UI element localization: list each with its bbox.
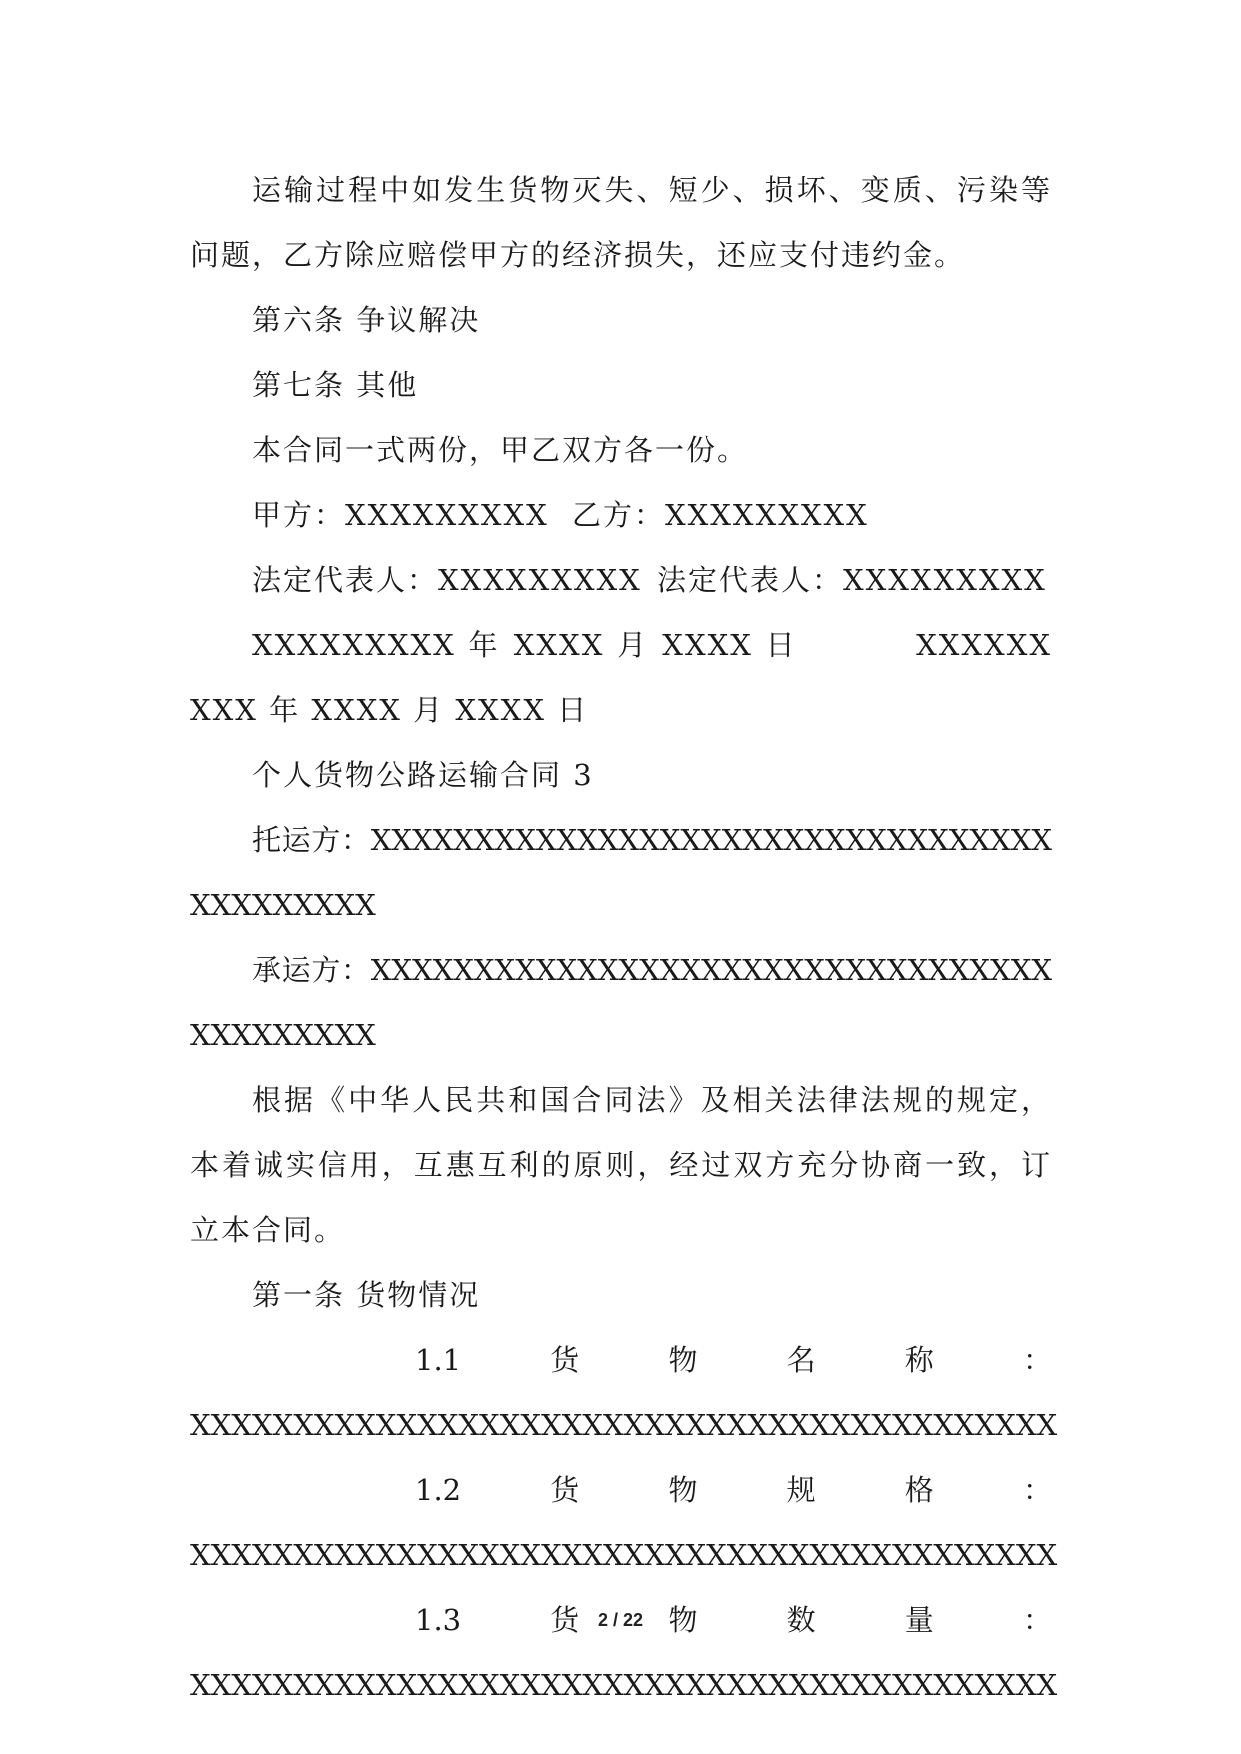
item-char: 货 [550, 1473, 580, 1507]
page-number: 2 / 22 [597, 1610, 644, 1630]
item-char: 货 [550, 1343, 580, 1377]
party-b-label: 乙方：XXXXXXXXX [572, 498, 869, 532]
representative-b-label: 法定代表人：XXXXXXXXX [657, 563, 1047, 597]
item-colon: ： [1022, 1343, 1052, 1377]
item-colon: ： [1022, 1603, 1052, 1637]
item-char: 格 [904, 1473, 934, 1507]
contract-3-title: 个人货物公路运输合同 3 [252, 758, 594, 792]
item-1-2-label-row [190, 1458, 1052, 1523]
signature-party-row [190, 483, 1052, 548]
item-1-3-value: XXXXXXXXXXXXXXXXXXXXXXXXXXXXXXXXXXXXXXXXXX [190, 1668, 1058, 1702]
preamble-paragraph: 根据《中华人民共和国合同法》及相关法律法规的规定，本着诚实信用，互惠互利的原则，经过双方充分协商一致，订立本合同。 [190, 1083, 1052, 1247]
item-1-1-label-row [190, 1328, 1052, 1393]
representative-a-label: 法定代表人：XXXXXXXXX [252, 563, 642, 597]
article-seven-heading: 第七条 其他 [252, 368, 419, 402]
item-number: 1.1 [415, 1343, 462, 1377]
item-char: 物 [668, 1473, 698, 1507]
carrier-line: 承运方：XXXXXXXXXXXXXXXXXXXXXXXXXXXXXXXXXXXXXXXXXX [190, 953, 1052, 1052]
article-one-heading: 第一条 货物情况 [252, 1278, 481, 1312]
date-a-label: XXXXXXXXX 年 XXXX 月 XXXX 日 [252, 628, 799, 662]
item-char: 规 [786, 1473, 816, 1507]
item-char: 名 [786, 1343, 816, 1377]
page-body [190, 158, 1058, 1718]
party-a-label: 甲方：XXXXXXXXX [252, 498, 549, 532]
item-1-1-value: XXXXXXXXXXXXXXXXXXXXXXXXXXXXXXXXXXXXXXXXXX [190, 1408, 1058, 1442]
signature-representative-row [190, 548, 1052, 613]
item-char: 货 [550, 1603, 580, 1637]
item-char: 数 [786, 1603, 816, 1637]
item-char: 物 [668, 1603, 698, 1637]
item-1-2-value: XXXXXXXXXXXXXXXXXXXXXXXXXXXXXXXXXXXXXXXXXX [190, 1538, 1058, 1572]
item-char: 物 [668, 1343, 698, 1377]
item-colon: ： [1022, 1473, 1052, 1507]
date-b-label: XXXXXXXXX 年 XXXX 月 XXXX 日 [190, 628, 1052, 727]
article-six-heading: 第六条 争议解决 [252, 303, 481, 337]
item-number: 1.2 [415, 1473, 462, 1507]
signature-date-row [190, 613, 1052, 743]
item-char: 量 [904, 1603, 934, 1637]
paragraph-copies: 本合同一式两份，甲乙双方各一份。 [252, 433, 749, 467]
item-char: 称 [904, 1343, 934, 1377]
paragraph-damage-liability: 运输过程中如发生货物灭失、短少、损坏、变质、污染等问题，乙方除应赔偿甲方的经济损失，还应支付违约金。 [190, 173, 1052, 272]
item-number: 1.3 [415, 1603, 462, 1637]
shipper-line: 托运方：XXXXXXXXXXXXXXXXXXXXXXXXXXXXXXXXXXXXXXXXXX [190, 823, 1052, 922]
